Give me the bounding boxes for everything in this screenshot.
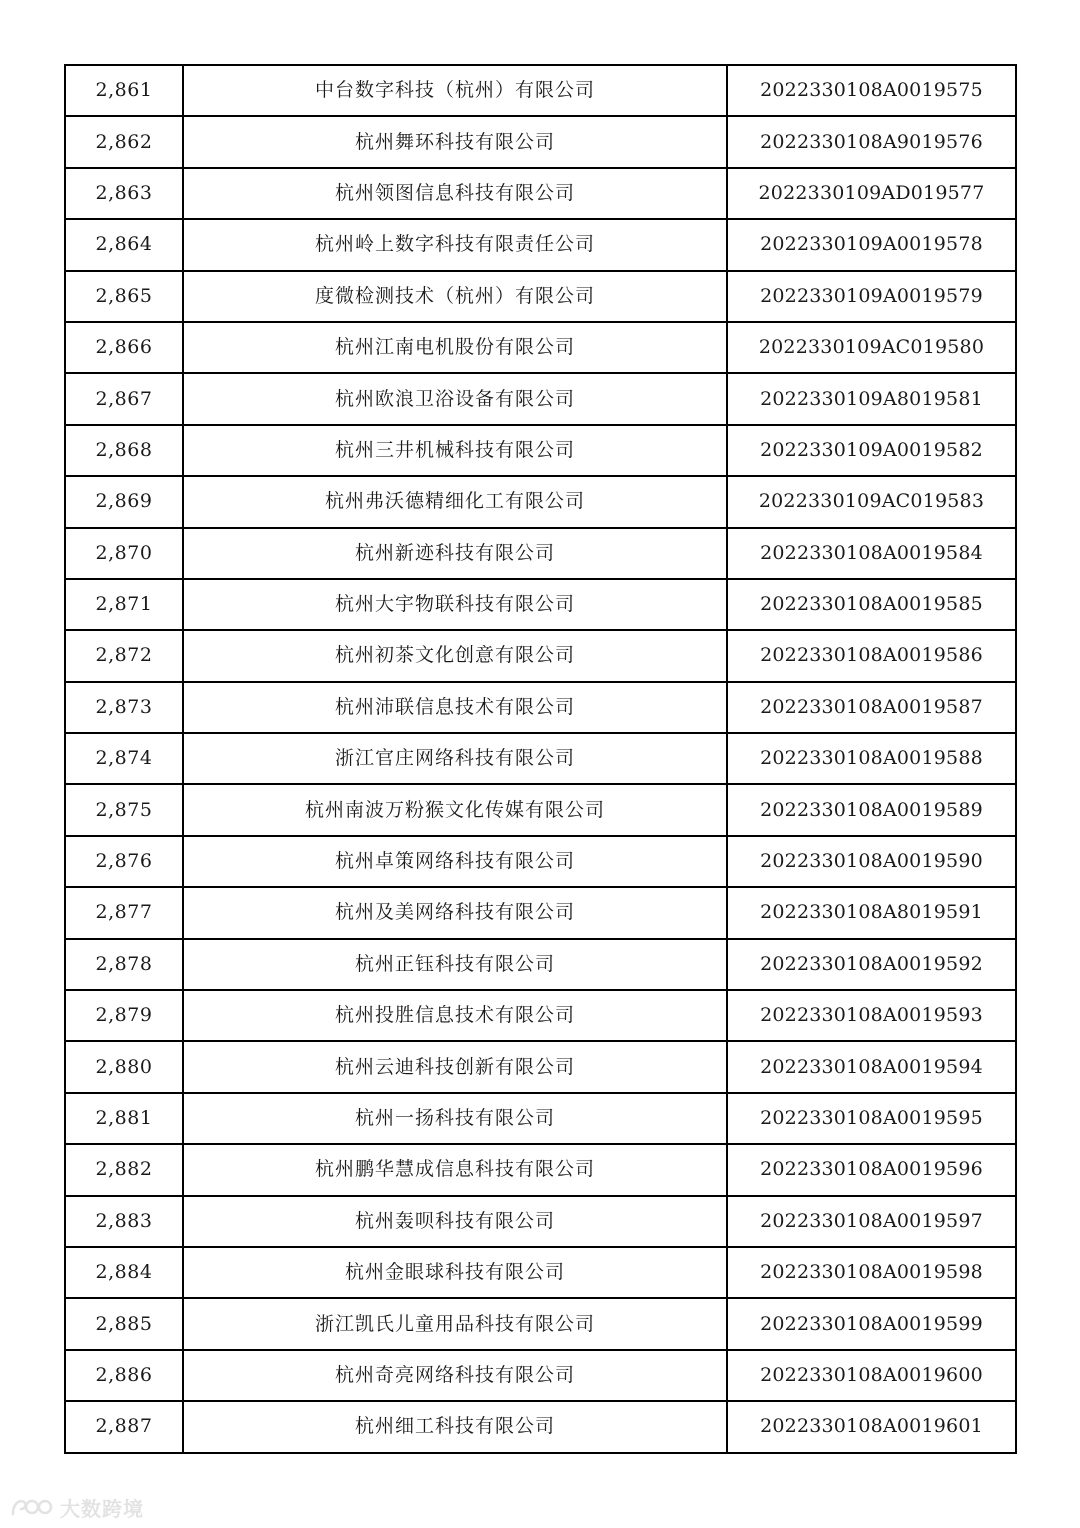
table-row <box>65 373 1016 424</box>
company-name-cell: 杭州云迪科技创新有限公司 <box>183 1041 727 1092</box>
table-row <box>65 1401 1016 1452</box>
registration-code-cell: 2022330108A0019585 <box>727 579 1016 630</box>
table-row <box>65 1247 1016 1298</box>
table-row <box>65 1298 1016 1349</box>
brand-logo-icon <box>10 1496 56 1518</box>
company-name-cell: 浙江凯氏儿童用品科技有限公司 <box>183 1298 727 1349</box>
table-row <box>65 836 1016 887</box>
registration-code-cell: 2022330109AC019580 <box>727 322 1016 373</box>
company-name-cell: 杭州三井机械科技有限公司 <box>183 425 727 476</box>
company-name-cell: 杭州领图信息科技有限公司 <box>183 168 727 219</box>
registration-code-cell: 2022330108A0019584 <box>727 528 1016 579</box>
row-number-cell: 2,862 <box>65 116 183 167</box>
company-name-cell: 杭州欧浪卫浴设备有限公司 <box>183 373 727 424</box>
table-row <box>65 990 1016 1041</box>
company-name-cell: 杭州岭上数字科技有限责任公司 <box>183 219 727 270</box>
row-number-cell: 2,884 <box>65 1247 183 1298</box>
row-number-cell: 2,880 <box>65 1041 183 1092</box>
registration-code-cell: 2022330108A0019592 <box>727 939 1016 990</box>
table-row <box>65 1093 1016 1144</box>
row-number-cell: 2,865 <box>65 271 183 322</box>
company-name-cell: 杭州南波万粉猴文化传媒有限公司 <box>183 784 727 835</box>
registration-code-cell: 2022330108A0019588 <box>727 733 1016 784</box>
row-number-cell: 2,864 <box>65 219 183 270</box>
registration-code-cell: 2022330108A9019576 <box>727 116 1016 167</box>
row-number-cell: 2,885 <box>65 1298 183 1349</box>
row-number-cell: 2,881 <box>65 1093 183 1144</box>
registration-code-cell: 2022330108A0019598 <box>727 1247 1016 1298</box>
registration-code-cell: 2022330108A8019591 <box>727 887 1016 938</box>
table-row <box>65 476 1016 527</box>
company-name-cell: 杭州投胜信息技术有限公司 <box>183 990 727 1041</box>
company-name-cell: 度微检测技术（杭州）有限公司 <box>183 271 727 322</box>
registration-code-cell: 2022330108A0019589 <box>727 784 1016 835</box>
registration-code-cell: 2022330108A0019597 <box>727 1196 1016 1247</box>
table-row <box>65 271 1016 322</box>
table-row <box>65 579 1016 630</box>
table-row <box>65 784 1016 835</box>
table-row <box>65 425 1016 476</box>
table-body <box>65 65 1016 1453</box>
table-row <box>65 65 1016 116</box>
registration-code-cell: 2022330108A0019599 <box>727 1298 1016 1349</box>
table-row <box>65 1144 1016 1195</box>
row-number-cell: 2,877 <box>65 887 183 938</box>
company-name-cell: 中台数字科技（杭州）有限公司 <box>183 65 727 116</box>
registration-code-cell: 2022330109A0019578 <box>727 219 1016 270</box>
table-row <box>65 630 1016 681</box>
table-row <box>65 939 1016 990</box>
row-number-cell: 2,869 <box>65 476 183 527</box>
table-row <box>65 733 1016 784</box>
row-number-cell: 2,875 <box>65 784 183 835</box>
row-number-cell: 2,887 <box>65 1401 183 1452</box>
registration-code-cell: 2022330108A0019575 <box>727 65 1016 116</box>
row-number-cell: 2,870 <box>65 528 183 579</box>
row-number-cell: 2,871 <box>65 579 183 630</box>
table-row <box>65 1350 1016 1401</box>
company-name-cell: 杭州弗沃德精细化工有限公司 <box>183 476 727 527</box>
row-number-cell: 2,874 <box>65 733 183 784</box>
row-number-cell: 2,882 <box>65 1144 183 1195</box>
company-name-cell: 杭州奇亮网络科技有限公司 <box>183 1350 727 1401</box>
row-number-cell: 2,861 <box>65 65 183 116</box>
row-number-cell: 2,867 <box>65 373 183 424</box>
registration-code-cell: 2022330108A0019600 <box>727 1350 1016 1401</box>
registration-code-cell: 2022330108A0019593 <box>727 990 1016 1041</box>
registration-code-cell: 2022330109A8019581 <box>727 373 1016 424</box>
watermark-text: 大数跨境 <box>60 1496 144 1521</box>
row-number-cell: 2,879 <box>65 990 183 1041</box>
row-number-cell: 2,873 <box>65 682 183 733</box>
registration-code-cell: 2022330108A0019590 <box>727 836 1016 887</box>
row-number-cell: 2,886 <box>65 1350 183 1401</box>
table-row <box>65 116 1016 167</box>
registration-code-cell: 2022330109A0019579 <box>727 271 1016 322</box>
table-row <box>65 168 1016 219</box>
registration-code-cell: 2022330108A0019601 <box>727 1401 1016 1452</box>
company-name-cell: 杭州鹏华慧成信息科技有限公司 <box>183 1144 727 1195</box>
registration-code-cell: 2022330108A0019586 <box>727 630 1016 681</box>
company-list-table <box>64 64 1017 1454</box>
row-number-cell: 2,872 <box>65 630 183 681</box>
table-row <box>65 682 1016 733</box>
row-number-cell: 2,868 <box>65 425 183 476</box>
registration-code-cell: 2022330109A0019582 <box>727 425 1016 476</box>
company-name-cell: 浙江官庄网络科技有限公司 <box>183 733 727 784</box>
registration-code-cell: 2022330109AD019577 <box>727 168 1016 219</box>
registration-code-cell: 2022330108A0019595 <box>727 1093 1016 1144</box>
company-name-cell: 杭州细工科技有限公司 <box>183 1401 727 1452</box>
row-number-cell: 2,883 <box>65 1196 183 1247</box>
registration-code-cell: 2022330108A0019596 <box>727 1144 1016 1195</box>
company-name-cell: 杭州轰呗科技有限公司 <box>183 1196 727 1247</box>
company-name-cell: 杭州沛联信息技术有限公司 <box>183 682 727 733</box>
company-name-cell: 杭州舞环科技有限公司 <box>183 116 727 167</box>
company-name-cell: 杭州初茶文化创意有限公司 <box>183 630 727 681</box>
table-row <box>65 1041 1016 1092</box>
company-name-cell: 杭州金眼球科技有限公司 <box>183 1247 727 1298</box>
company-name-cell: 杭州卓策网络科技有限公司 <box>183 836 727 887</box>
company-name-cell: 杭州及美网络科技有限公司 <box>183 887 727 938</box>
company-name-cell: 杭州正钰科技有限公司 <box>183 939 727 990</box>
row-number-cell: 2,866 <box>65 322 183 373</box>
company-name-cell: 杭州大宇物联科技有限公司 <box>183 579 727 630</box>
table-row <box>65 219 1016 270</box>
company-name-cell: 杭州一扬科技有限公司 <box>183 1093 727 1144</box>
registration-code-cell: 2022330108A0019587 <box>727 682 1016 733</box>
registration-code-cell: 2022330108A0019594 <box>727 1041 1016 1092</box>
table-row <box>65 322 1016 373</box>
company-name-cell: 杭州江南电机股份有限公司 <box>183 322 727 373</box>
row-number-cell: 2,876 <box>65 836 183 887</box>
company-name-cell: 杭州新迹科技有限公司 <box>183 528 727 579</box>
table-row <box>65 887 1016 938</box>
row-number-cell: 2,878 <box>65 939 183 990</box>
row-number-cell: 2,863 <box>65 168 183 219</box>
registration-code-cell: 2022330109AC019583 <box>727 476 1016 527</box>
table-row <box>65 1196 1016 1247</box>
table-row <box>65 528 1016 579</box>
watermark <box>10 1494 144 1520</box>
